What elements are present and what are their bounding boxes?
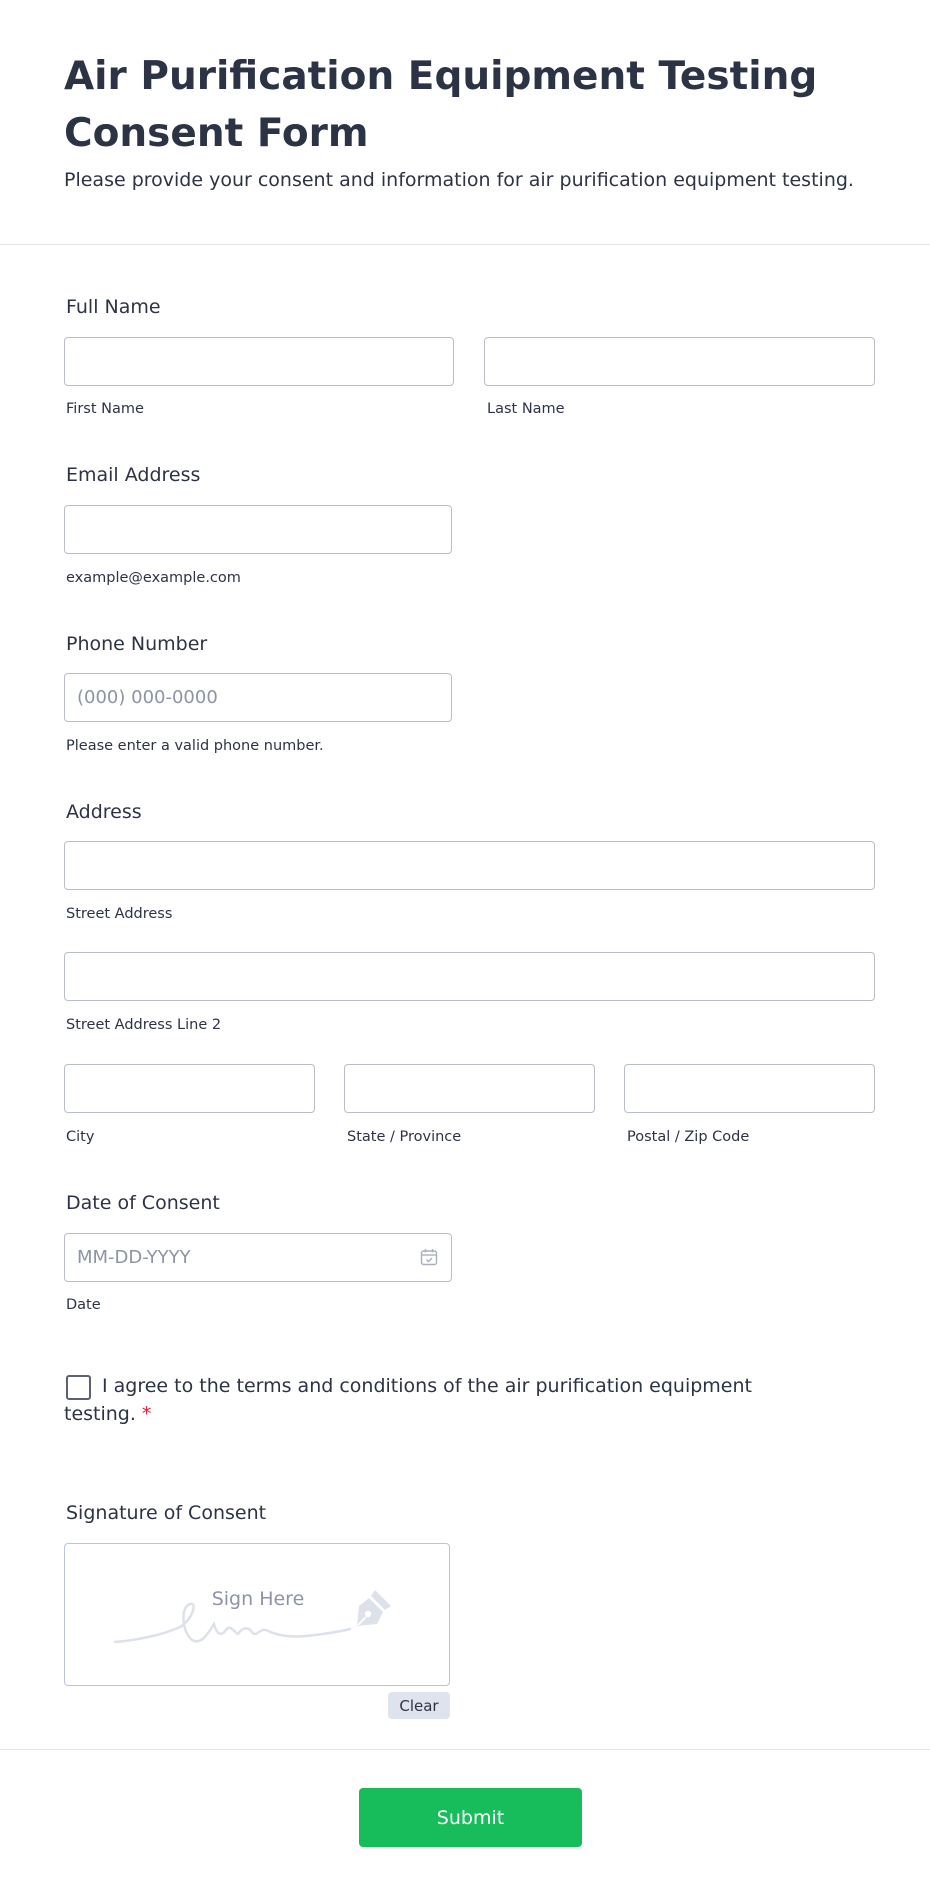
signature-pad[interactable] — [64, 1543, 450, 1686]
date-field — [64, 1233, 452, 1282]
form-title: Air Purification Equipment Testing Consent Form — [64, 54, 818, 156]
city-sublabel: City — [66, 1129, 95, 1145]
form-subtitle: Please provide your consent and information for air purification equipment testing. — [64, 169, 854, 191]
agreement-text: I agree to the terms and conditions of the air purification equipment testing. — [64, 1375, 752, 1425]
email-input[interactable] — [64, 505, 452, 554]
date-of-consent-label: Date of Consent — [66, 1192, 220, 1214]
email-sublabel: example@example.com — [66, 570, 241, 586]
city-input[interactable] — [64, 1064, 315, 1113]
last-name-input[interactable] — [484, 337, 875, 386]
signature-placeholder: Sign Here — [211, 1588, 305, 1610]
footer-divider — [0, 1749, 930, 1750]
phone-label: Phone Number — [66, 633, 208, 655]
form-header — [0, 0, 930, 245]
postal-code-input[interactable] — [624, 1064, 875, 1113]
postal-code-sublabel: Postal / Zip Code — [627, 1129, 750, 1145]
calendar-icon[interactable] — [420, 1248, 438, 1266]
last-name-sublabel: Last Name — [487, 401, 565, 417]
date-input[interactable] — [64, 1233, 452, 1282]
submit-button[interactable]: Submit — [359, 1788, 582, 1847]
signature-label: Signature of Consent — [66, 1502, 267, 1524]
first-name-sublabel: First Name — [66, 401, 144, 417]
clear-signature-button[interactable]: Clear — [388, 1692, 450, 1719]
street-address-line2-sublabel: Street Address Line 2 — [66, 1017, 222, 1033]
phone-input[interactable] — [64, 673, 452, 722]
state-province-sublabel: State / Province — [347, 1129, 462, 1145]
required-asterisk: * — [141, 1403, 152, 1425]
state-province-input[interactable] — [344, 1064, 595, 1113]
email-label: Email Address — [66, 464, 201, 486]
street-address-sublabel: Street Address — [66, 906, 173, 922]
street-address-line2-input[interactable] — [64, 952, 875, 1001]
date-sublabel: Date — [66, 1297, 101, 1313]
phone-sublabel: Please enter a valid phone number. — [66, 738, 324, 754]
address-label: Address — [66, 801, 142, 823]
first-name-input[interactable] — [64, 337, 454, 386]
agreement-label — [64, 1372, 764, 1428]
street-address-input[interactable] — [64, 841, 875, 890]
full-name-label: Full Name — [66, 296, 161, 318]
